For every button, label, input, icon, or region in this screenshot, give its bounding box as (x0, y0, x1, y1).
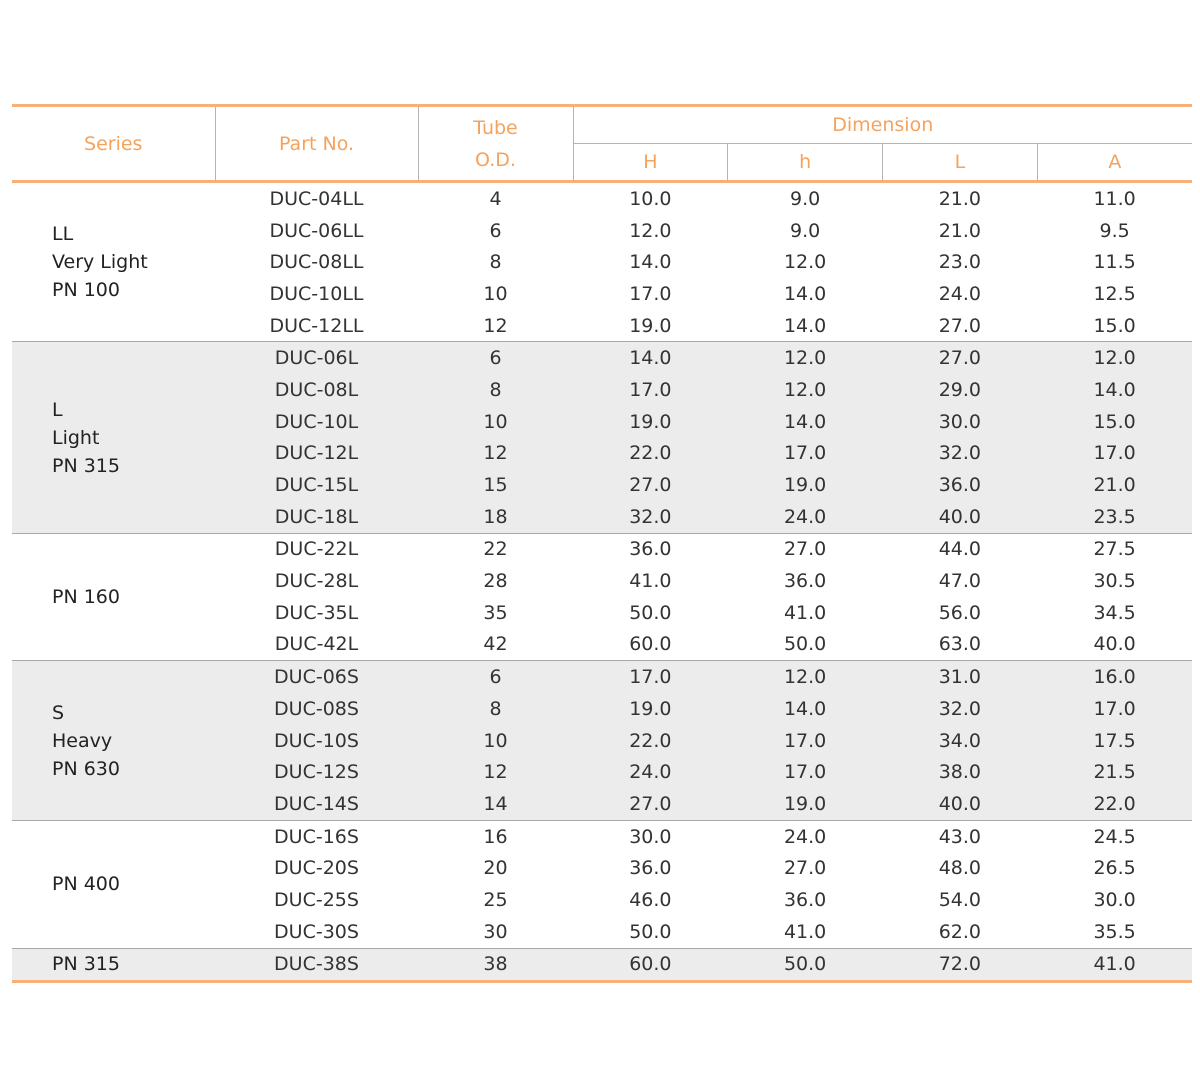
dimension-L-cell: 40.0 (883, 788, 1038, 820)
dimension-h-cell: 17.0 (728, 725, 883, 757)
tube-od-cell: 6 (418, 661, 573, 693)
part-number-cell: DUC-18L (215, 501, 418, 533)
dimension-A-cell: 40.0 (1093, 633, 1136, 656)
series-label-line: PN 315 (52, 953, 120, 976)
part-number-cell: DUC-35L (274, 601, 359, 624)
dimension-L-cell: 36.0 (883, 469, 1038, 501)
part-number-cell: DUC-08S (215, 693, 418, 725)
series-group (12, 948, 1192, 982)
series-cell (12, 948, 215, 982)
tube-od-cell: 12 (483, 314, 508, 337)
dimension-A-cell: 30.0 (1093, 888, 1136, 911)
dimension-H-cell: 10.0 (629, 187, 672, 210)
tube-od-cell: 12 (418, 438, 573, 470)
dimension-H-cell: 19.0 (573, 693, 728, 725)
header-series: Series (12, 106, 215, 182)
dimension-h-cell: 17.0 (728, 756, 883, 788)
tube-od-cell: 25 (483, 888, 508, 911)
tube-od-cell: 8 (418, 693, 573, 725)
tube-od-cell: 20 (483, 857, 508, 880)
dimension-L-cell: 48.0 (938, 857, 982, 880)
dimension-A-cell: 9.5 (1099, 219, 1130, 242)
dimension-A-cell: 34.5 (1093, 601, 1136, 624)
dimension-H-cell: 41.0 (629, 570, 672, 593)
table-row (12, 661, 1192, 693)
header-tube-line2: O.D. (475, 148, 516, 171)
dimension-L-cell: 47.0 (938, 570, 982, 593)
part-number-cell: DUC-06S (215, 661, 418, 693)
dimension-L-cell: 21.0 (938, 187, 982, 210)
dimension-H-cell: 22.0 (573, 438, 728, 470)
table-row (12, 342, 1192, 374)
dimension-L-cell: 27.0 (883, 342, 1038, 374)
tube-od-cell: 42 (483, 633, 508, 656)
dimension-A-cell: 16.0 (1037, 661, 1192, 693)
dimension-L-cell: 24.0 (938, 282, 982, 305)
dimension-L-cell: 29.0 (883, 374, 1038, 406)
series-cell (12, 342, 215, 533)
dimension-h-cell: 24.0 (783, 825, 827, 848)
dimension-h-cell: 9.0 (790, 219, 821, 242)
series-cell (12, 820, 215, 948)
tube-od-cell: 28 (483, 570, 508, 593)
part-number-cell: DUC-12L (215, 438, 418, 470)
part-number-cell: DUC-20S (274, 857, 359, 880)
table-header (12, 106, 1192, 182)
tube-od-cell: 8 (418, 374, 573, 406)
dimension-A-cell: 17.0 (1037, 438, 1192, 470)
dimension-h-cell: 19.0 (728, 469, 883, 501)
series-group (12, 342, 1192, 533)
dimension-A-cell: 21.0 (1037, 469, 1192, 501)
dimension-H-cell: 36.0 (629, 538, 672, 561)
series-label-line: Light (52, 426, 100, 449)
dimension-L-cell: 32.0 (883, 438, 1038, 470)
series-label-line: PN 400 (52, 873, 120, 896)
header-dim-h: h (728, 144, 883, 182)
dimension-H-cell: 17.0 (573, 661, 728, 693)
tube-od-cell: 4 (489, 187, 502, 210)
tube-od-cell: 10 (418, 406, 573, 438)
dimension-h-cell: 12.0 (783, 251, 827, 274)
part-number-cell: DUC-14S (215, 788, 418, 820)
dimension-A-cell: 15.0 (1037, 406, 1192, 438)
series-cell (12, 182, 215, 342)
table-row (12, 182, 1192, 215)
series-group (12, 533, 1192, 661)
tube-od-cell: 35 (483, 601, 508, 624)
dimension-H-cell: 27.0 (573, 469, 728, 501)
table-row (12, 820, 1192, 852)
dimension-H-cell: 50.0 (629, 601, 672, 624)
part-number-cell: DUC-16S (274, 825, 359, 848)
tube-od-cell: 10 (418, 725, 573, 757)
dimension-L-cell: 34.0 (883, 725, 1038, 757)
dimension-H-cell: 46.0 (629, 888, 672, 911)
part-number-cell: DUC-12S (215, 756, 418, 788)
table-row (12, 948, 1192, 982)
tube-od-cell: 12 (418, 756, 573, 788)
dimension-A-cell: 21.5 (1037, 756, 1192, 788)
tube-od-cell: 8 (489, 251, 502, 274)
dimension-H-cell: 19.0 (573, 406, 728, 438)
dimension-A-cell: 12.5 (1093, 282, 1136, 305)
dimension-H-cell: 36.0 (629, 857, 672, 880)
dimension-h-cell: 36.0 (783, 570, 827, 593)
part-number-cell: DUC-08LL (269, 251, 364, 274)
dimension-h-cell: 12.0 (728, 374, 883, 406)
dimension-h-cell: 12.0 (728, 661, 883, 693)
part-number-cell: DUC-10L (215, 406, 418, 438)
dimension-H-cell: 50.0 (629, 920, 672, 943)
series-label-line: PN 100 (52, 279, 120, 302)
part-number-cell: DUC-15L (215, 469, 418, 501)
dimension-H-cell: 14.0 (629, 251, 672, 274)
dimension-L-cell: 23.0 (938, 251, 982, 274)
dimension-h-cell: 19.0 (728, 788, 883, 820)
header-tube-od (418, 106, 573, 182)
fitting-dimension-table (12, 104, 1192, 983)
dimension-H-cell: 17.0 (573, 374, 728, 406)
dimension-L-cell: 43.0 (938, 825, 982, 848)
dimension-L-cell: 72.0 (883, 948, 1038, 982)
tube-od-cell: 22 (483, 538, 508, 561)
series-label-line: S (52, 701, 65, 724)
part-number-cell: DUC-38S (215, 948, 418, 982)
series-label-line: PN 630 (52, 757, 120, 780)
series-label-line: Heavy (52, 729, 113, 752)
dimension-L-cell: 21.0 (938, 219, 982, 242)
dimension-h-cell: 24.0 (728, 501, 883, 533)
dimension-A-cell: 17.0 (1037, 693, 1192, 725)
part-number-cell: DUC-10S (215, 725, 418, 757)
dimension-L-cell: 31.0 (883, 661, 1038, 693)
dimension-h-cell: 14.0 (783, 314, 827, 337)
dimension-L-cell: 54.0 (938, 888, 982, 911)
part-number-cell: DUC-25S (274, 888, 359, 911)
dimension-L-cell: 30.0 (883, 406, 1038, 438)
dimension-L-cell: 62.0 (938, 920, 982, 943)
part-number-cell: DUC-12LL (269, 314, 364, 337)
dimension-h-cell: 41.0 (783, 920, 827, 943)
dimension-A-cell: 15.0 (1093, 314, 1136, 337)
dimension-h-cell: 36.0 (783, 888, 827, 911)
dimension-L-cell: 44.0 (938, 538, 982, 561)
series-label-line: Very Light (52, 251, 148, 274)
dimension-A-cell: 41.0 (1037, 948, 1192, 982)
tube-od-cell: 14 (418, 788, 573, 820)
dimension-H-cell: 32.0 (573, 501, 728, 533)
part-number-cell: DUC-08L (215, 374, 418, 406)
dimension-H-cell: 12.0 (629, 219, 672, 242)
header-dimension: Dimension (573, 106, 1192, 144)
dimension-H-cell: 60.0 (573, 948, 728, 982)
series-label-line: PN 160 (52, 585, 120, 608)
tube-od-cell: 15 (418, 469, 573, 501)
dimension-A-cell: 11.0 (1093, 187, 1136, 210)
dimension-h-cell: 27.0 (783, 538, 827, 561)
dimension-h-cell: 50.0 (783, 633, 827, 656)
dimension-h-cell: 50.0 (728, 948, 883, 982)
series-label-line: PN 315 (52, 454, 120, 477)
dimension-h-cell: 14.0 (783, 282, 827, 305)
tube-od-cell: 30 (483, 920, 508, 943)
table-row (12, 533, 1192, 565)
part-number-cell: DUC-06LL (269, 219, 364, 242)
dimension-H-cell: 22.0 (573, 725, 728, 757)
part-number-cell: DUC-10LL (269, 282, 364, 305)
dimension-H-cell: 24.0 (573, 756, 728, 788)
header-dim-A: A (1037, 144, 1192, 182)
dimension-h-cell: 17.0 (728, 438, 883, 470)
dimension-L-cell: 32.0 (883, 693, 1038, 725)
tube-od-cell: 10 (483, 282, 508, 305)
part-number-cell: DUC-28L (274, 570, 359, 593)
part-number-cell: DUC-22L (274, 538, 359, 561)
series-label-line: L (52, 398, 63, 421)
series-label-line: LL (52, 223, 74, 246)
series-cell (12, 661, 215, 820)
dimension-A-cell: 24.5 (1093, 825, 1136, 848)
dimension-H-cell: 14.0 (573, 342, 728, 374)
series-cell (12, 533, 215, 661)
dimension-A-cell: 22.0 (1037, 788, 1192, 820)
dimension-H-cell: 27.0 (573, 788, 728, 820)
part-number-cell: DUC-30S (274, 920, 359, 943)
part-number-cell: DUC-06L (215, 342, 418, 374)
tube-od-cell: 18 (418, 501, 573, 533)
tube-od-cell: 16 (483, 825, 508, 848)
dimension-A-cell: 11.5 (1093, 251, 1136, 274)
dimension-A-cell: 12.0 (1037, 342, 1192, 374)
dimension-A-cell: 23.5 (1037, 501, 1192, 533)
dimension-h-cell: 14.0 (728, 406, 883, 438)
dimension-h-cell: 14.0 (728, 693, 883, 725)
dimension-H-cell: 17.0 (629, 282, 672, 305)
dimension-A-cell: 30.5 (1093, 570, 1136, 593)
dimension-A-cell: 14.0 (1037, 374, 1192, 406)
dimension-A-cell: 26.5 (1093, 857, 1136, 880)
dimension-A-cell: 27.5 (1093, 538, 1136, 561)
tube-od-cell: 6 (489, 219, 502, 242)
tube-od-cell: 38 (418, 948, 573, 982)
dimension-h-cell: 12.0 (728, 342, 883, 374)
dimension-A-cell: 35.5 (1093, 920, 1136, 943)
dimension-h-cell: 41.0 (783, 601, 827, 624)
dimension-L-cell: 56.0 (938, 601, 982, 624)
dimension-L-cell: 40.0 (883, 501, 1038, 533)
header-dim-L: L (883, 144, 1038, 182)
dimension-L-cell: 63.0 (938, 633, 982, 656)
part-number-cell: DUC-04LL (269, 187, 364, 210)
dimension-A-cell: 17.5 (1037, 725, 1192, 757)
series-group (12, 661, 1192, 820)
dimension-L-cell: 27.0 (938, 314, 982, 337)
part-number-cell: DUC-42L (274, 633, 359, 656)
dimension-h-cell: 27.0 (783, 857, 827, 880)
series-group (12, 820, 1192, 948)
header-part-no: Part No. (215, 106, 418, 182)
series-group (12, 182, 1192, 342)
dimension-L-cell: 38.0 (883, 756, 1038, 788)
header-dim-H: H (573, 144, 728, 182)
dimension-H-cell: 30.0 (629, 825, 672, 848)
tube-od-cell: 6 (418, 342, 573, 374)
dimension-h-cell: 9.0 (790, 187, 821, 210)
dimension-H-cell: 19.0 (629, 314, 672, 337)
dimension-H-cell: 60.0 (629, 633, 672, 656)
header-tube-line1: Tube (473, 116, 518, 139)
